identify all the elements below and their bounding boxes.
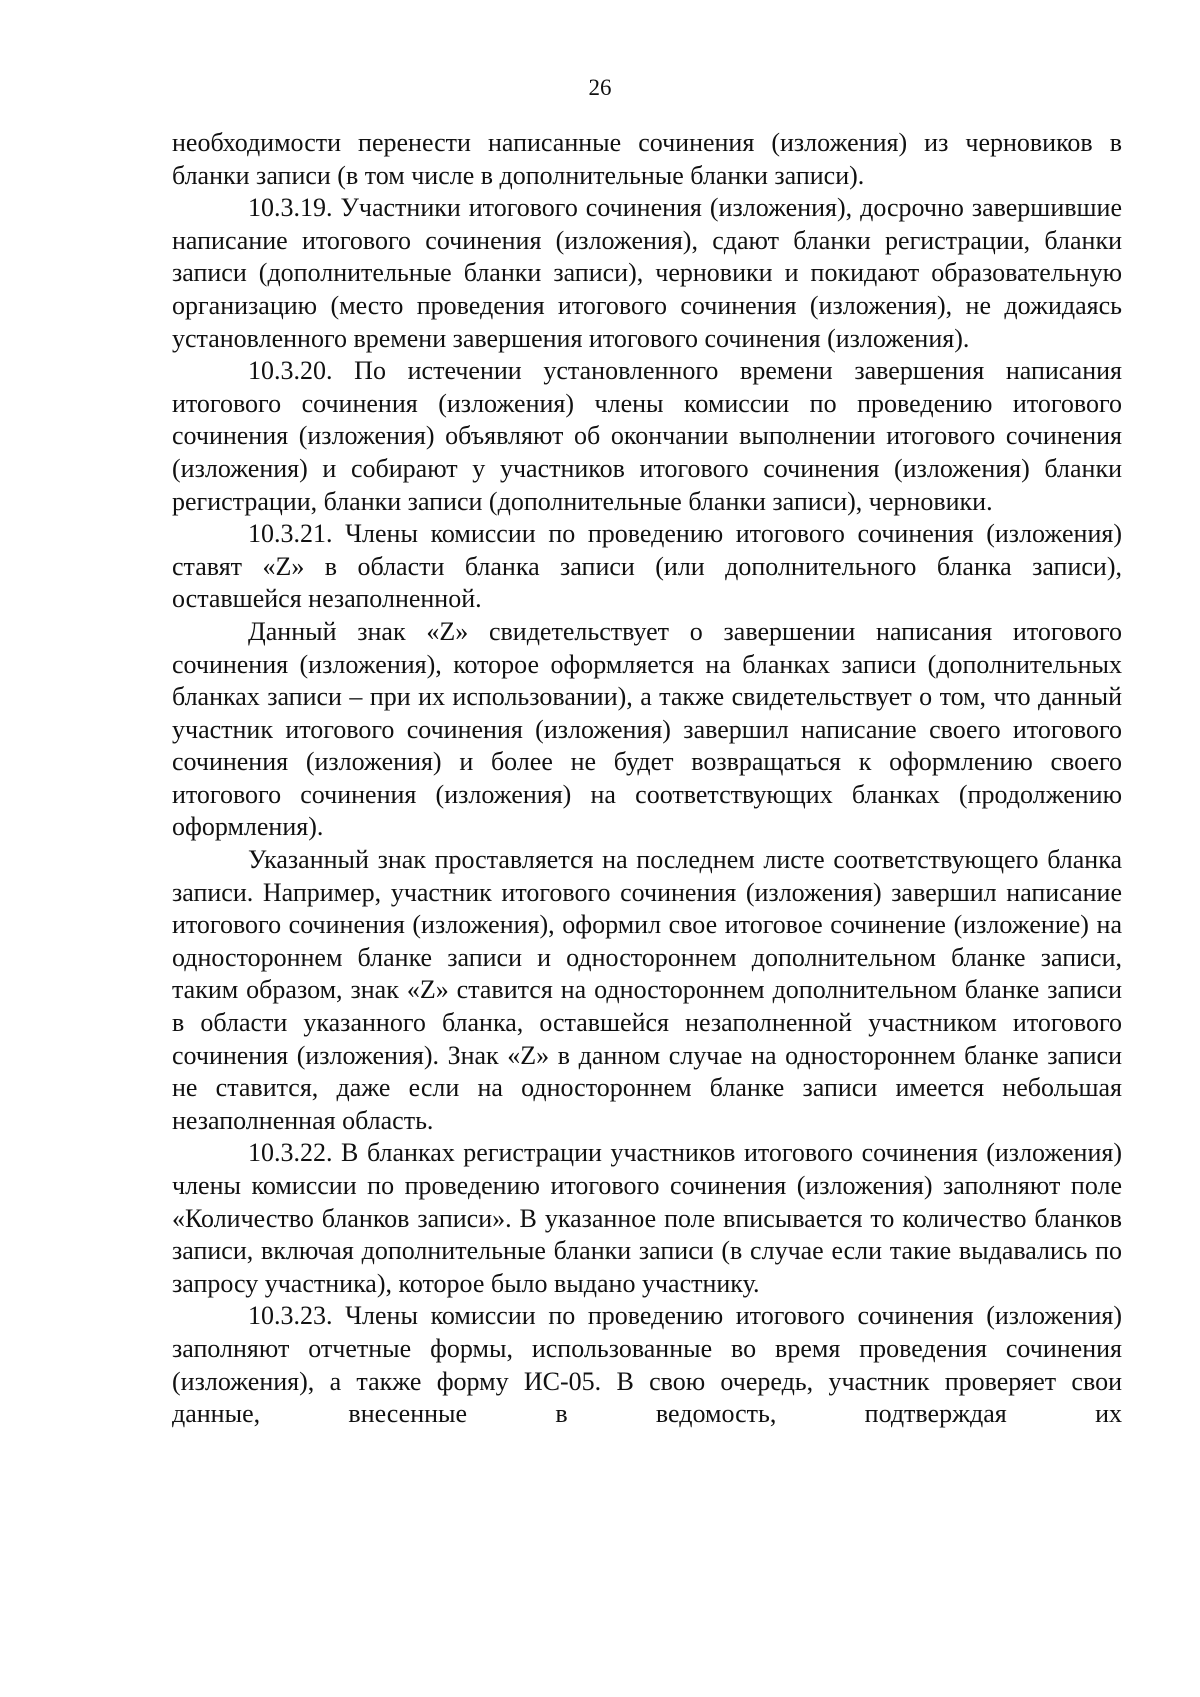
paragraph-10-3-22: 10.3.22. В бланках регистрации участников итогового сочинения (изложения) члены комиссии по проведению итогового сочинения (изложения) заполняют поле «Количество бланков записи». В указанное поле вписывается то количество бланков записи, включая дополнительные бланки записи (в случае если такие выдавались по запросу участника), которое было выдано участнику. — [172, 1138, 1122, 1298]
paragraph-10-3-20: 10.3.20. По истечении установленного времени завершения написания итогового сочинения (изложения) члены комиссии по проведению итогового сочинения (изложения) объявляют об окончании выполнении итогового сочинения (изложения) и собирают у участников итогового сочинения (изложения) бланки регистрации, бланки записи (дополнительные бланки записи), черновики. — [172, 356, 1122, 516]
paragraph-z-sign-meaning: Данный знак «Z» свидетельствует о завершении написания итогового сочинения (изложения), которое оформляется на бланках записи (дополнительных бланках записи – при их использовании), а также свидетельствует о том, что данный участник итогового сочинения (изложения) завершил написание своего итогового сочинения (изложения) и более не будет возвращаться к оформлению своего итогового сочинения (изложения) на соответствующих бланках (продолжению оформления). — [172, 616, 1122, 842]
document-body — [172, 127, 1122, 1431]
page-number: 26 — [588, 75, 612, 100]
paragraph-z-sign-placement: Указанный знак проставляется на последнем листе соответствующего бланка записи. Например, участник итогового сочинения (изложения) завершил написание итогового сочинения (изложения), оформил свое итоговое сочинение (изложение) на одностороннем бланке записи и одностороннем дополнительном бланке записи, таким образом, знак «Z» ставится на одностороннем дополнительном бланке записи в области указанного бланка, оставшейся незаполненной участником итогового сочинения (изложения). Знак «Z» в данном случае на одностороннем бланке записи не ставится, даже если на одностороннем бланке записи имеется небольшая незаполненная область. — [172, 845, 1122, 1135]
paragraph-10-3-23: 10.3.23. Члены комиссии по проведению итогового сочинения (изложения) заполняют отчетные формы, использованные во время проведения сочинения (изложения), а также форму ИС-05. В свою очередь, участник проверяет свои данные, внесенные в ведомость, подтверждая их — [172, 1301, 1122, 1429]
paragraph-10-3-21: 10.3.21. Члены комиссии по проведению итогового сочинения (изложения) ставят «Z» в области бланка записи (или дополнительного бланка записи), оставшейся незаполненной. — [172, 519, 1122, 614]
paragraph-10-3-19: 10.3.19. Участники итогового сочинения (изложения), досрочно завершившие написание итогового сочинения (изложения), сдают бланки регистрации, бланки записи (дополнительные бланки записи), черновики и покидают образовательную организацию (место проведения итогового сочинения (изложения), не дожидаясь установленного времени завершения итогового сочинения (изложения). — [172, 193, 1122, 353]
paragraph-continuation: необходимости перенести написанные сочинения (изложения) из черновиков в бланки записи (в том числе в дополнительные бланки записи). — [172, 128, 1122, 190]
